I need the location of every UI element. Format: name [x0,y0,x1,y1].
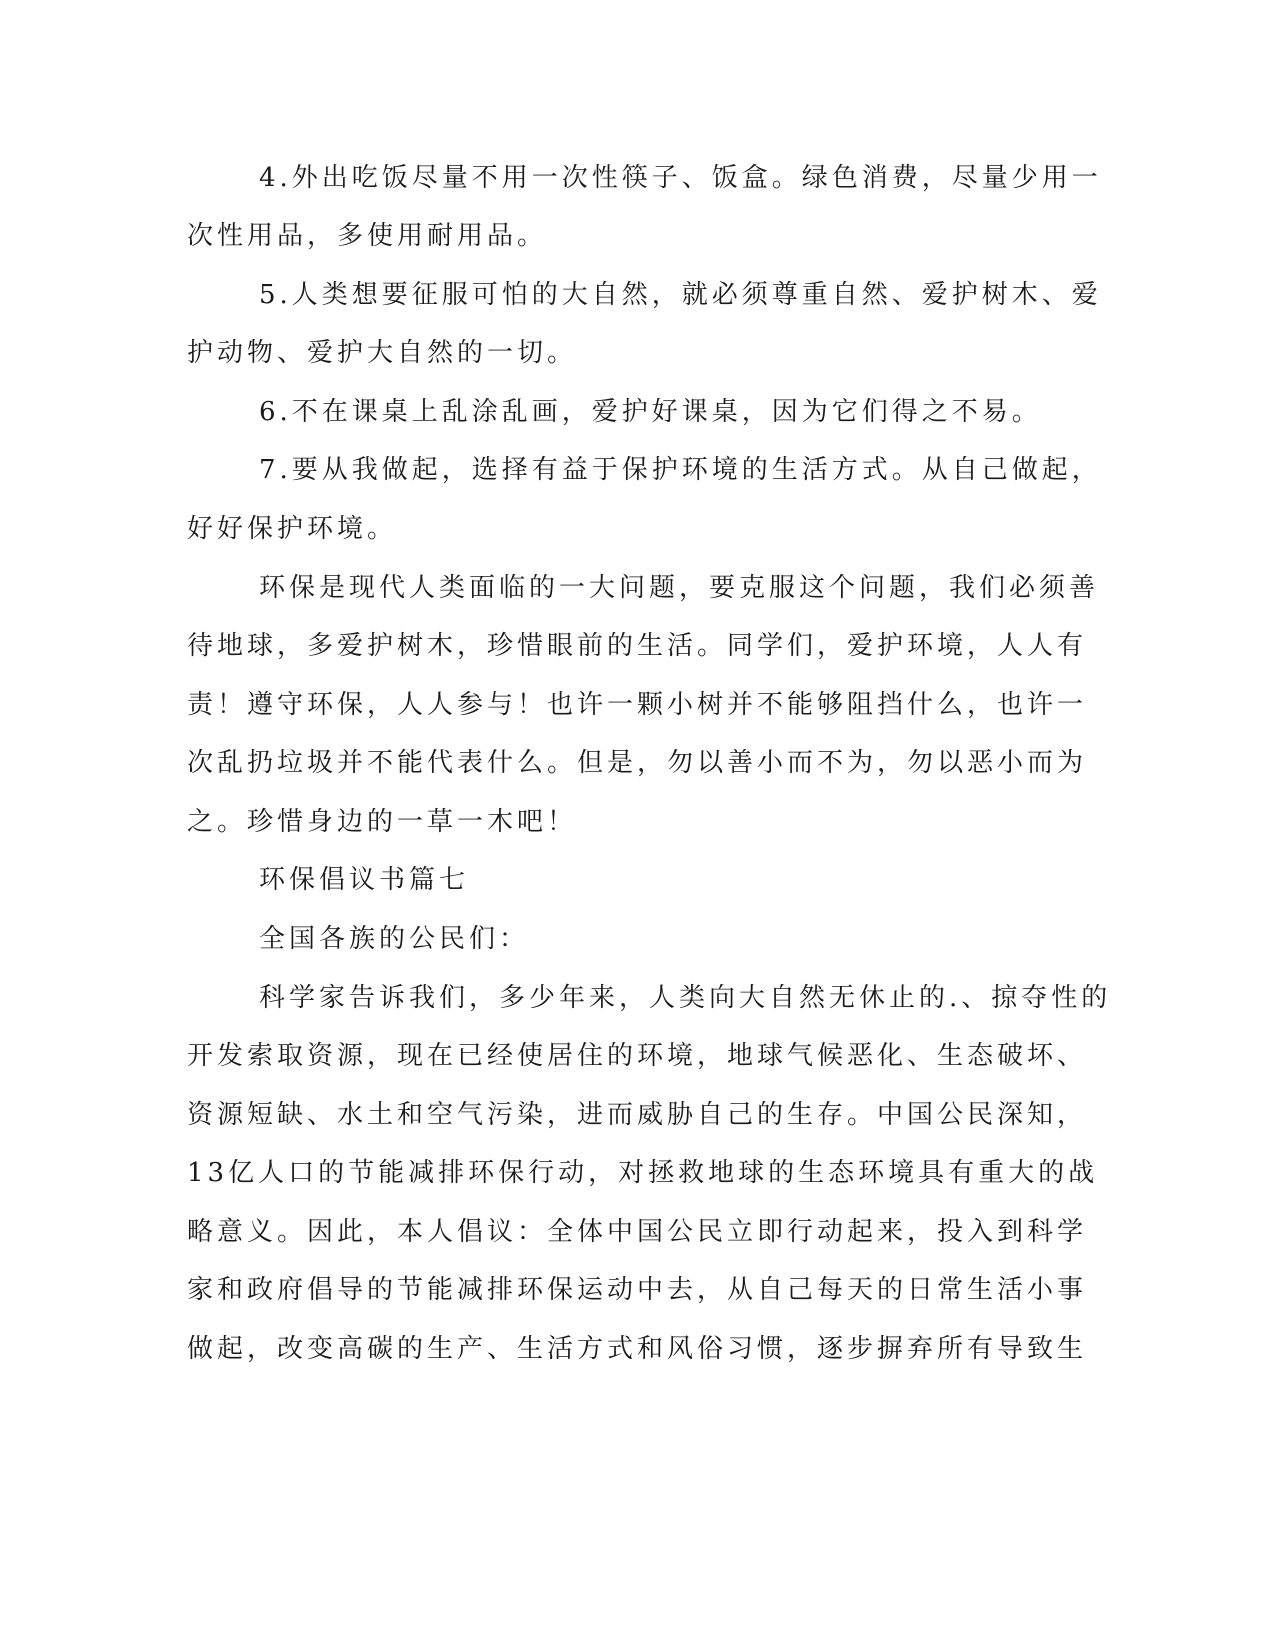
paragraph-line: 环保是现代人类面临的一大问题，要克服这个问题，我们必须善 [259,573,1100,603]
section-heading: 环保倡议书篇七 [259,865,470,895]
paragraph-line: 责！遵守环保，人人参与！也许一颗小树并不能够阻挡什么，也许一 [187,690,1088,720]
paragraph-line: 5.人类想要征服可怕的大自然，就必须尊重自然、爱护树木、爱 [259,280,1102,310]
paragraph-line: 4.外出吃饭尽量不用一次性筷子、饭盒。绿色消费，尽量少用一 [259,163,1102,193]
paragraph-line: 之。珍惜身边的一草一木吧！ [187,807,578,837]
paragraph-line: 护动物、爱护大自然的一切。 [187,338,578,368]
paragraph-line: 科学家告诉我们，多少年来，人类向大自然无休止的.、掠夺性的 [259,983,1112,1013]
paragraph-line: 家和政府倡导的节能减排环保运动中去，从自己每天的日常生活小事 [187,1275,1088,1305]
paragraph-line: 开发索取资源，现在已经使居住的环境，地球气候恶化、生态破坏、 [187,1041,1088,1071]
paragraph-line: 好好保护环境。 [187,514,398,544]
paragraph-line: 次性用品，多使用耐用品。 [187,221,548,251]
paragraph-line: 次乱扔垃圾并不能代表什么。但是，勿以善小而不为，勿以恶小而为 [187,748,1088,778]
salutation: 全国各族的公民们： [259,924,530,954]
paragraph-line: 7.要从我做起，选择有益于保护环境的生活方式。从自己做起， [259,455,1102,485]
paragraph-line: 13亿人口的节能减排环保行动，对拯救地球的生态环境具有重大的战 [187,1158,1099,1188]
paragraph-line: 做起，改变高碳的生产、生活方式和风俗习惯，逐步摒弃所有导致生 [187,1334,1088,1364]
paragraph-line: 资源短缺、水土和空气污染，进而威胁自己的生存。中国公民深知， [187,1100,1088,1130]
paragraph-line: 略意义。因此，本人倡议：全体中国公民立即行动起来，投入到科学 [187,1217,1088,1247]
paragraph-line: 待地球，多爱护树木，珍惜眼前的生活。同学们，爱护环境，人人有 [187,631,1088,661]
paragraph-line: 6.不在课桌上乱涂乱画，爱护好课桌，因为它们得之不易。 [259,397,1042,427]
